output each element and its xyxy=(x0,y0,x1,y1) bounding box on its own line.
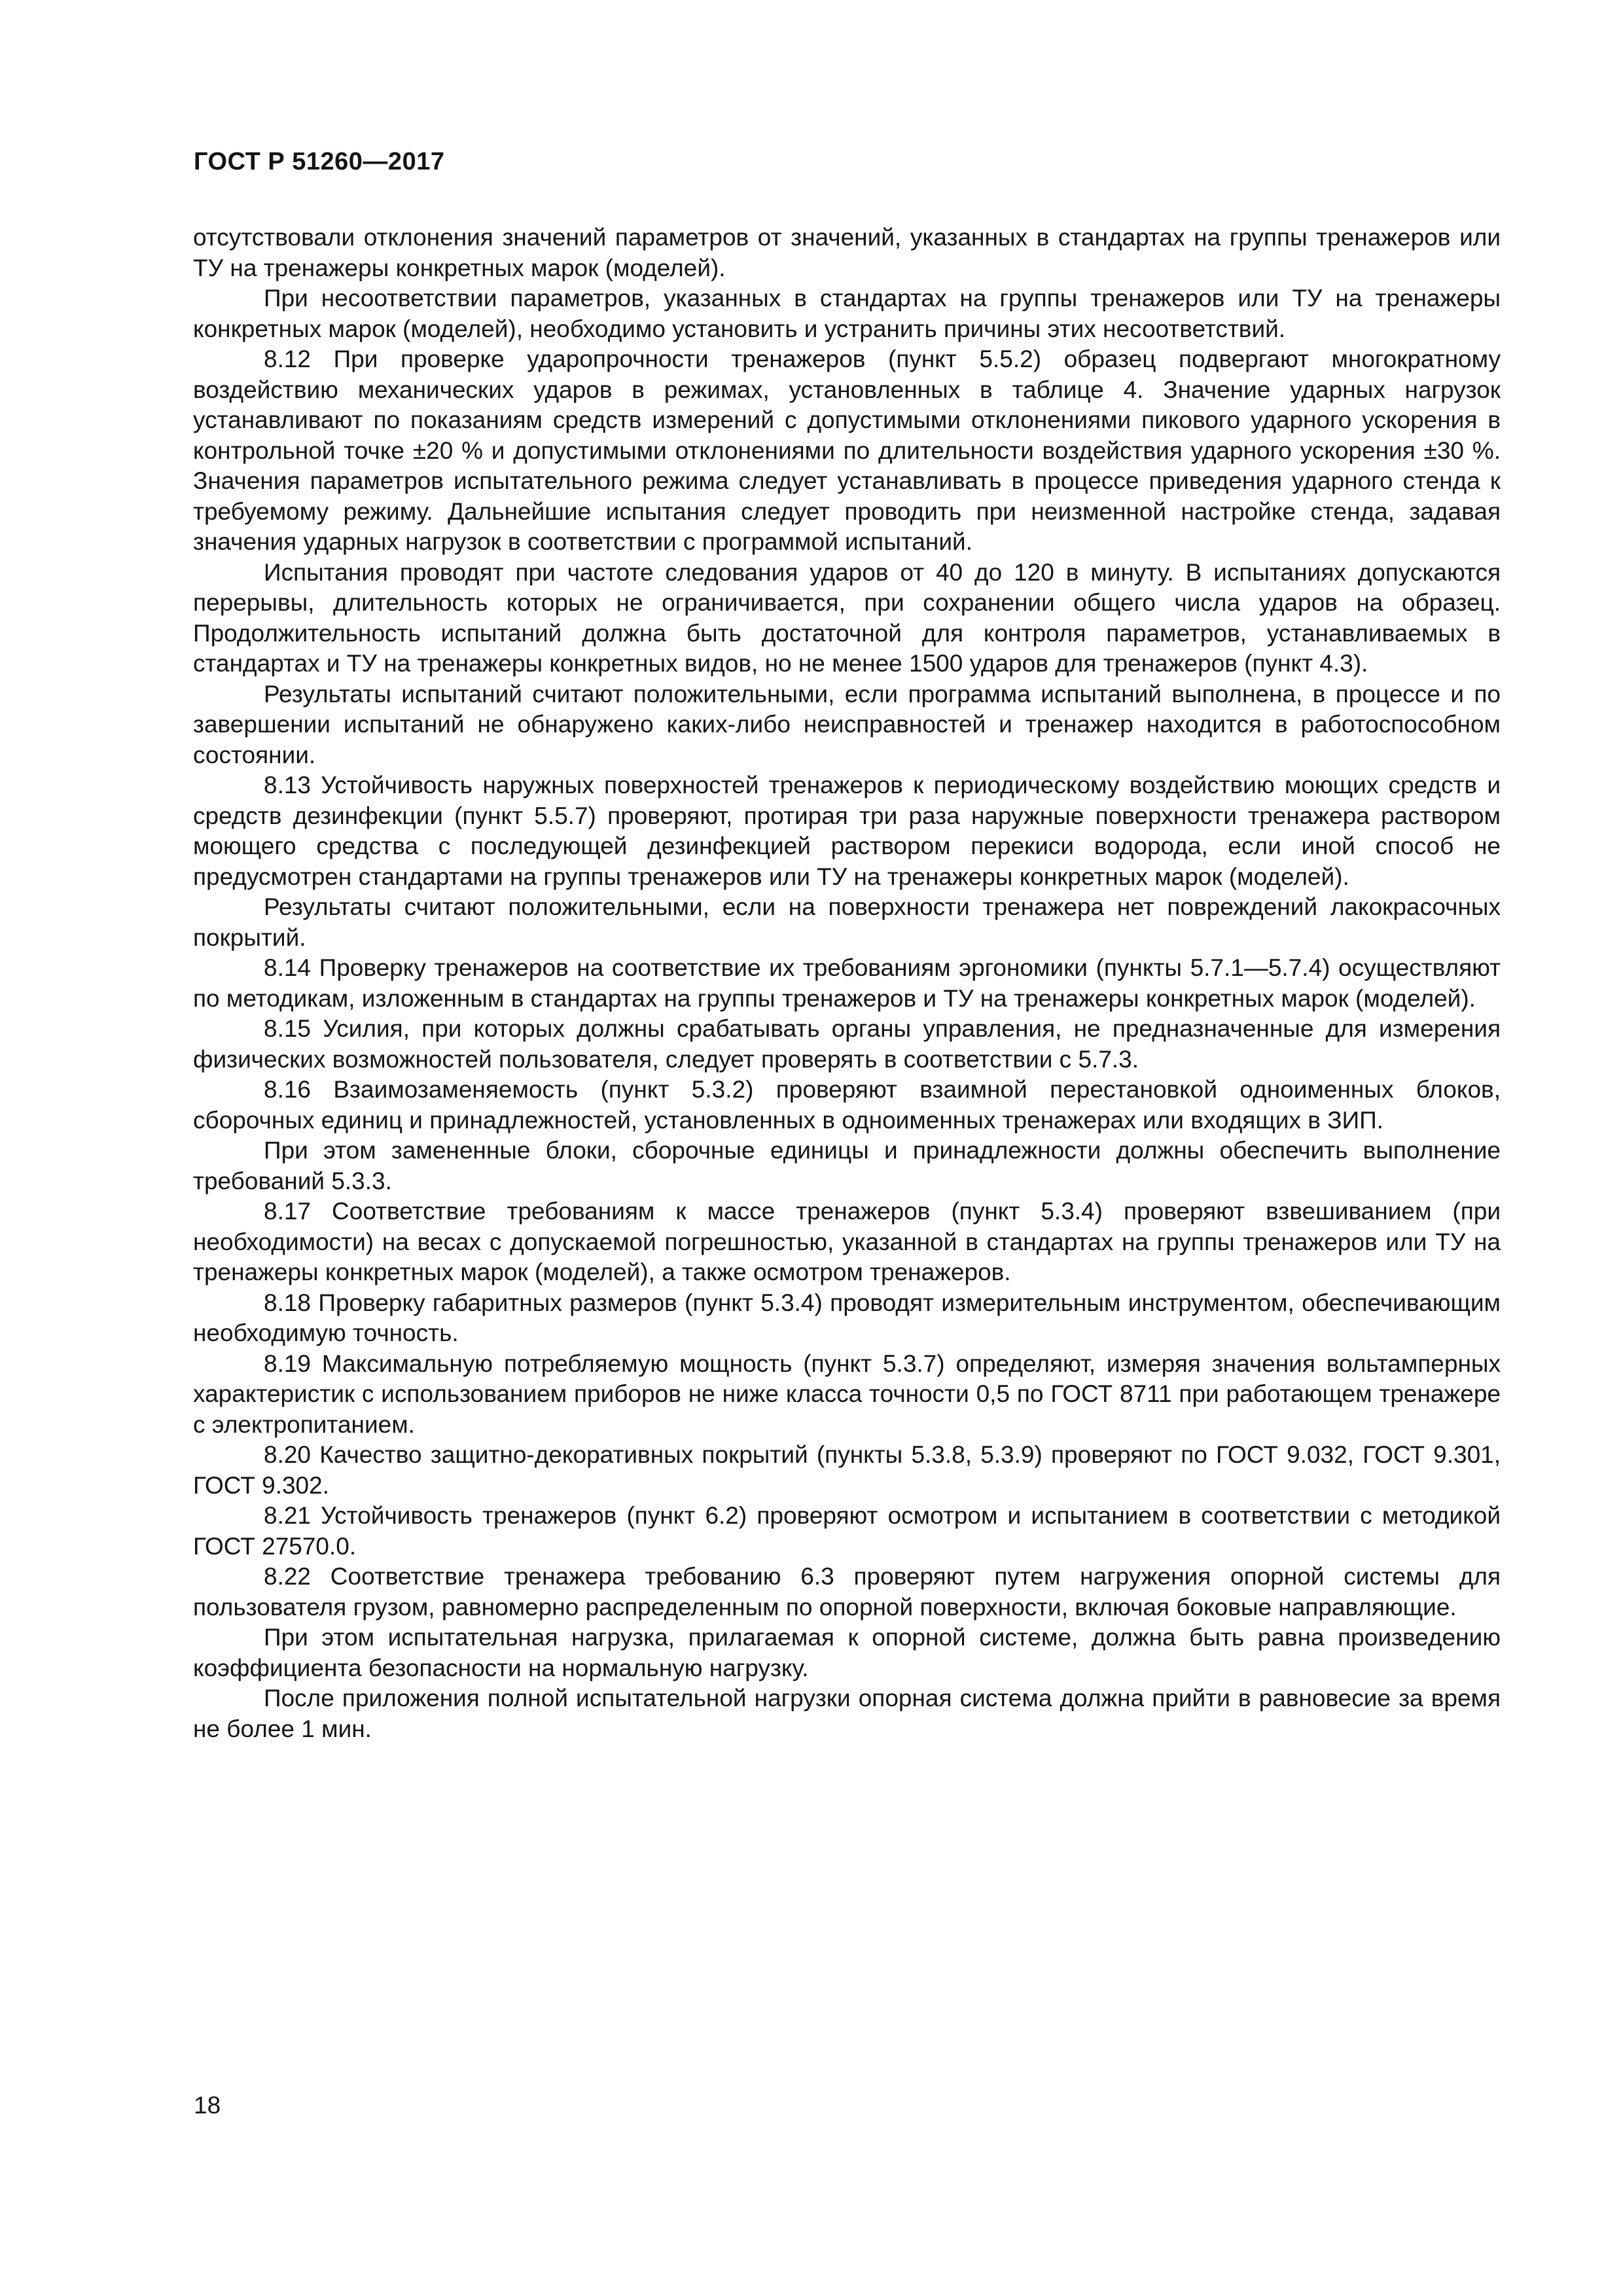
clause-8-12: 8.12 При проверке ударопрочности тренажеров (пункт 5.5.2) образец подвергают многократному воздействию механических ударов в режимах, установленных в таблице 4. Значение ударных нагрузок устанавливают по показаниям средств измерений с допустимыми отклонениями пикового ударного ускорения в контрольной точке ±20 % и допустимыми отклонениями по длительности воздействия ударного ускорения ±30 %. Значения параметров испытательного режима следует устанавливать в процессе приведения ударного стенда к требуемому режиму. Дальнейшие испытания следует проводить при неизменной настройке стенда, задавая значения ударных нагрузок в соответствии с программой испытаний. xyxy=(193,346,1501,555)
paragraph: При этом испытательная нагрузка, прилагаемая к опорной системе, должна быть равна произведению коэффициента безопасности на нормальную нагрузку. xyxy=(193,1624,1501,1681)
clause-8-14: 8.14 Проверку тренажеров на соответствие их требованиям эргономики (пункты 5.7.1—5.7.4) осуществляют по методикам, изложенным в стандартах на группы тренажеров и ТУ на тренажеры конкретных марок (моделей). xyxy=(193,954,1501,1012)
clause-8-16: 8.16 Взаимозаменяемость (пункт 5.3.2) проверяют взаимной перестановкой одноименных блоков, сборочных единиц и принадлежностей, установленных в одноименных тренажерах или входящих в ЗИП. xyxy=(193,1076,1501,1134)
clause-8-17: 8.17 Соответствие требованиям к массе тренажеров (пункт 5.3.4) проверяют взвешиванием (при необходимости) на весах с допускаемой погрешностью, указанной в стандартах на группы тренажеров или ТУ на тренажеры конкретных марок (моделей), а также осмотром тренажеров. xyxy=(193,1198,1501,1285)
paragraph: После приложения полной испытательной нагрузки опорная система должна прийти в равновесие за время не более 1 мин. xyxy=(193,1685,1501,1742)
paragraph-continuation: отсутствовали отклонения значений параметров от значений, указанных в стандартах на группы тренажеров или ТУ на тренажеры конкретных марок (моделей). xyxy=(193,224,1501,281)
paragraph: При этом замененные блоки, сборочные единицы и принадлежности должны обеспечить выполнение требований 5.3.3. xyxy=(193,1137,1501,1194)
paragraph: Испытания проводят при частоте следования ударов от 40 до 120 в минуту. В испытаниях допускаются перерывы, длительность которых не ограничивается, при сохранении общего числа ударов на образец. Продолжительность испытаний должна быть достаточной для контроля параметров, устанавливаемых в стандартах и ТУ на тренажеры конкретных видов, но не менее 1500 ударов для тренажеров (пункт 4.3). xyxy=(193,558,1501,677)
paragraph: Результаты испытаний считают положительными, если программа испытаний выполнена, в процессе и по завершении испытаний не обнаружено каких-либо неисправностей и тренажер находится в работоспособном состоянии. xyxy=(193,680,1501,768)
clause-8-22: 8.22 Соответствие тренажера требованию 6.3 проверяют путем нагружения опорной системы для пользователя грузом, равномерно распределенным по опорной поверхности, включая боковые направляющие. xyxy=(193,1563,1501,1621)
clause-8-21: 8.21 Устойчивость тренажеров (пункт 6.2) проверяют осмотром и испытанием в соответствии с методикой ГОСТ 27570.0. xyxy=(193,1502,1501,1560)
clause-8-13: 8.13 Устойчивость наружных поверхностей тренажеров к периодическому воздействию моющих средств и средств дезинфекции (пункт 5.5.7) проверяют, протирая три раза наружные поверхности тренажера раствором моющего средства с последующей дезинфекцией раствором перекиси водорода, если иной способ не предусмотрен стандартами на группы тренажеров или ТУ на тренажеры конкретных марок (моделей). xyxy=(193,772,1501,890)
clause-8-20: 8.20 Качество защитно-декоративных покрытий (пункты 5.3.8, 5.3.9) проверяют по ГОСТ 9.032, ГОСТ 9.301, ГОСТ 9.302. xyxy=(193,1441,1501,1499)
paragraph: При несоответствии параметров, указанных в стандартах на группы тренажеров или ТУ на тренажеры конкретных марок (моделей), необходимо установить и устранить причины этих несоответствий. xyxy=(193,285,1501,342)
clause-8-18: 8.18 Проверку габаритных размеров (пункт 5.3.4) проводят измерительным инструментом, обеспечивающим необходимую точность. xyxy=(193,1289,1501,1346)
clause-8-19: 8.19 Максимальную потребляемую мощность (пункт 5.3.7) определяют, измеряя значения вольтамперных характеристик с использованием приборов не ниже класса точности 0,5 по ГОСТ 8711 при работающем тренажере с электропитанием. xyxy=(193,1350,1501,1438)
page-number: 18 xyxy=(194,2092,221,2119)
paragraph: Результаты считают положительными, если на поверхности тренажера нет повреждений лакокрасочных покрытий. xyxy=(193,893,1501,951)
clause-8-15: 8.15 Усилия, при которых должны срабатывать органы управления, не предназначенные для измерения физических возможностей пользователя, следует проверять в соответствии с 5.7.3. xyxy=(193,1015,1501,1073)
document-body xyxy=(193,223,1501,1744)
standard-header: ГОСТ Р 51260—2017 xyxy=(194,148,445,175)
